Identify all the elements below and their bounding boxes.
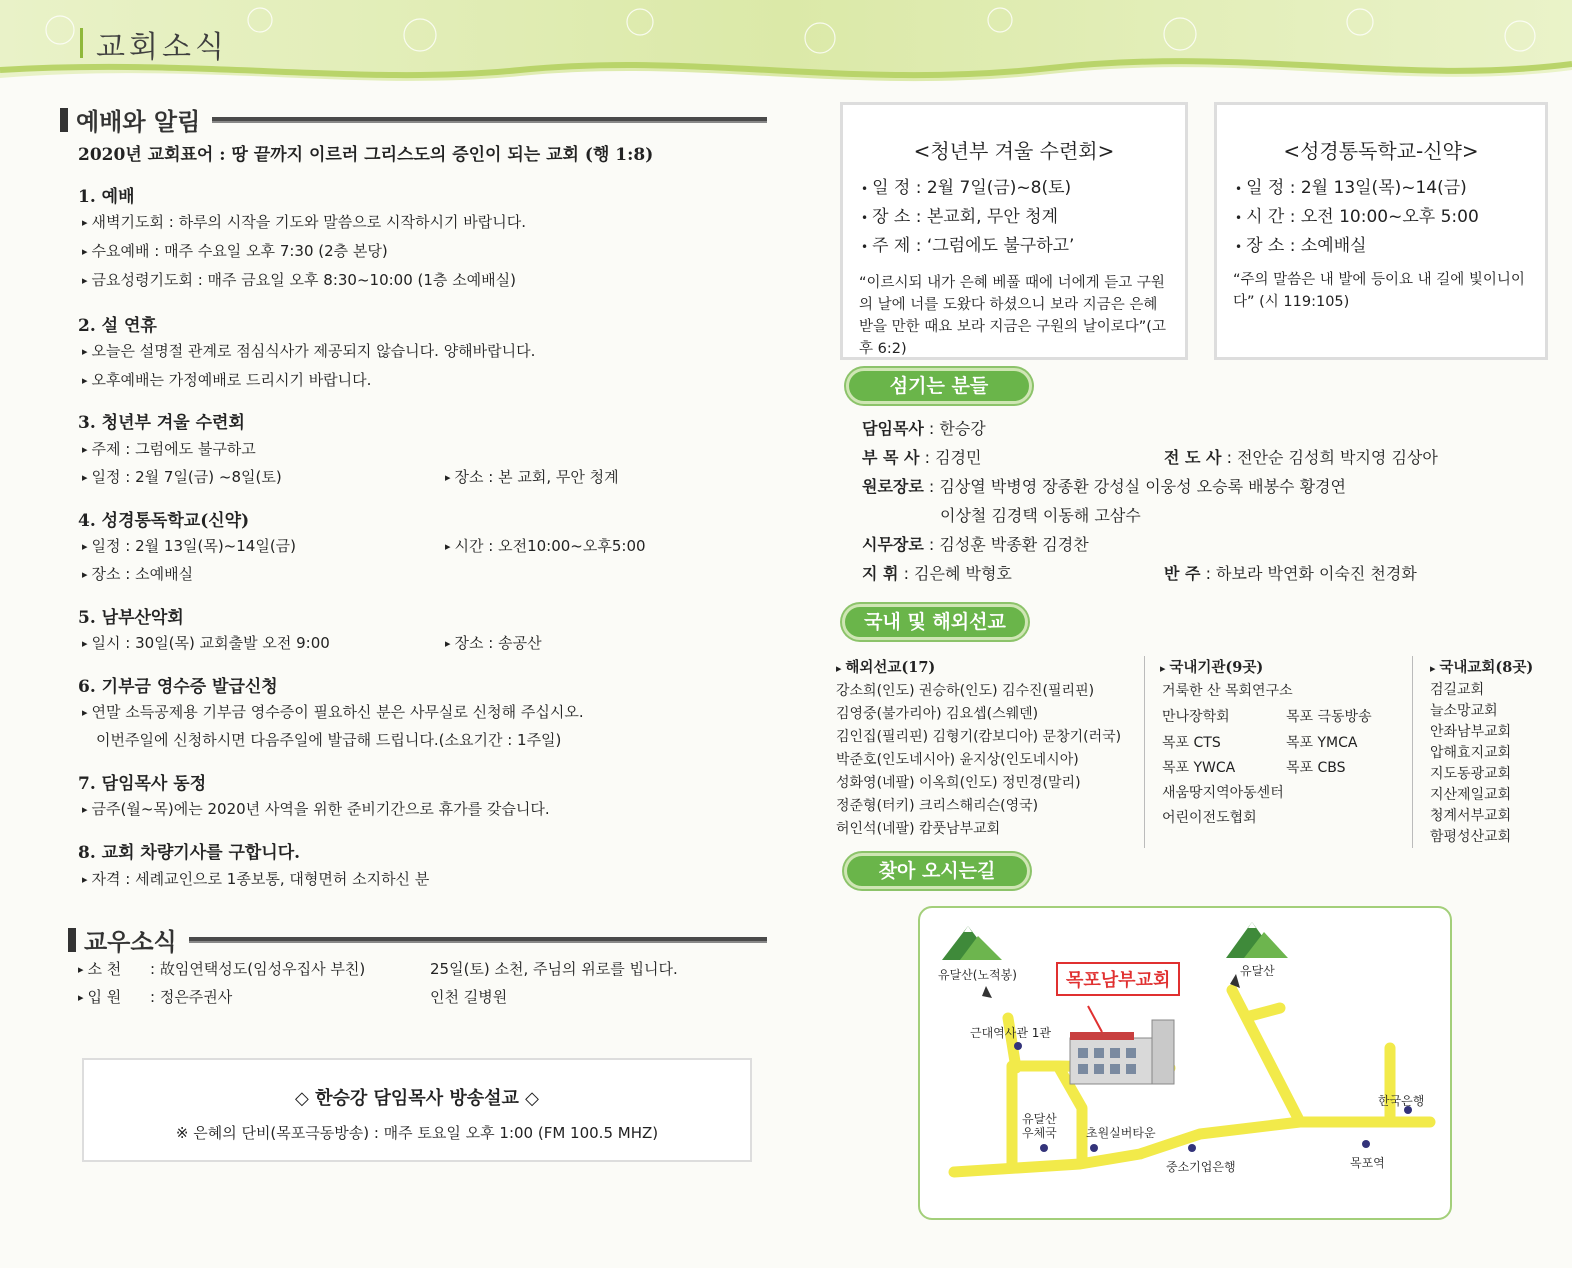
news-label: ▸ 소 천 bbox=[78, 958, 121, 979]
missionary-line: 허인석(네팔) 캄풋남부교회 bbox=[836, 821, 1001, 837]
notice-line: ▸ 장소 : 본 교회, 무안 청계 bbox=[445, 466, 619, 487]
notice-line: ▸ 오늘은 설명절 관계로 점심식사가 제공되지 않습니다. 양해바랍니다. bbox=[82, 340, 535, 361]
retreat-box-line: • 주 제 : ‘그럼에도 불구하고’ bbox=[861, 231, 1074, 256]
map-label-silvertown: 초원실버타운 bbox=[1086, 1126, 1156, 1140]
broadcast-title: ◇ 한승강 담임목사 방송설교 ◇ bbox=[294, 1088, 540, 1109]
directions-pill: 찾아 오시는길 bbox=[844, 853, 1030, 889]
floral-header-decoration bbox=[0, 0, 1572, 90]
domestic-org-item: 새움땅지역아동센터 bbox=[1162, 785, 1284, 801]
domestic-church-heading: ▸ 국내교회(8곳) bbox=[1430, 656, 1533, 677]
missionary-line: 정준형(터키) 크리스해리슨(영국) bbox=[836, 798, 1039, 814]
church-motto: 2020년 교회표어 : 땅 끝까지 이르러 그리스도의 증인이 되는 교회 (행 1:8) bbox=[78, 145, 654, 165]
domestic-org-heading: ▸ 국내기관(9곳) bbox=[1160, 656, 1263, 677]
mountain-icon bbox=[1226, 922, 1288, 958]
domestic-org-item: 목포 YWCA bbox=[1162, 760, 1236, 776]
directions-map bbox=[918, 906, 1452, 1220]
map-label-mountain2: 유달산 bbox=[1240, 964, 1275, 978]
evangelist-row: 전 도 사 : 전안순 김성희 박지영 김상아 bbox=[1164, 448, 1438, 467]
retreat-box-title: <청년부 겨울 수련회> bbox=[913, 139, 1115, 163]
domestic-church-item: 안좌남부교회 bbox=[1430, 724, 1512, 740]
domestic-org-item: 목포 CTS bbox=[1162, 735, 1221, 751]
section-title-receipt: 6. 기부금 영수증 발급신청 bbox=[78, 677, 278, 697]
section-title-bible-school: 4. 성경통독학교(신약) bbox=[78, 511, 250, 531]
mountain-icon bbox=[942, 926, 1002, 960]
members-news-heading-text: 교우소식 bbox=[84, 928, 177, 956]
row-value: 김성훈 박종환 김경찬 bbox=[939, 535, 1089, 554]
domestic-church-item: 늘소망교회 bbox=[1430, 703, 1498, 719]
missionary-line: 성화영(네팔) 이옥희(인도) 정민경(말리) bbox=[836, 775, 1081, 791]
notice-line: ▸ 새벽기도회 : 하루의 시작을 기도와 말씀으로 시작하시기 바랍니다. bbox=[82, 211, 526, 232]
domestic-church-item: 청계서부교회 bbox=[1430, 808, 1512, 824]
map-label-post-office-2: 우체국 bbox=[1022, 1126, 1057, 1140]
worship-heading-text: 예배와 알림 bbox=[76, 108, 201, 136]
news-label: ▸ 입 원 bbox=[78, 986, 121, 1007]
heading-block-marker bbox=[68, 928, 76, 952]
row-label: 전 도 사 bbox=[1164, 448, 1222, 467]
elders-emeritus-row-cont: 이상철 김경택 이동해 고삼수 bbox=[940, 506, 1141, 525]
row-value: 김경민 bbox=[935, 448, 982, 467]
row-value: 한승강 bbox=[939, 419, 986, 438]
row-value: 전안순 김성희 박지영 김상아 bbox=[1237, 448, 1438, 467]
bible-box-line: • 일 정 : 2월 13일(목)~14(금) bbox=[1235, 173, 1467, 198]
domestic-church-item: 지도동광교회 bbox=[1430, 766, 1512, 782]
notice-line: ▸ 일시 : 30일(목) 교회출발 오전 9:00 bbox=[82, 632, 330, 653]
retreat-box-verse: “이르시되 내가 은혜 베풀 때에 너에게 듣고 구원의 날에 너를 도왔다 하셨으니 보라 지금은 은혜 받을 만한 때요 보라 지금은 구원의 날이로다”(고후 6:2) bbox=[859, 275, 1166, 357]
row-label: 원로장로 bbox=[862, 477, 924, 496]
page-title: 교회소식 bbox=[96, 30, 228, 65]
domestic-church-item: 지산제일교회 bbox=[1430, 787, 1512, 803]
map-label-bank-sme: 중소기업은행 bbox=[1166, 1160, 1236, 1174]
domestic-org-item: 만나장학회 bbox=[1162, 709, 1230, 725]
column-divider bbox=[1144, 656, 1145, 848]
worship-heading bbox=[60, 102, 767, 137]
notice-line: ▸ 금주(월~목)에는 2020년 사역을 위한 준비기간으로 휴가를 갖습니다. bbox=[82, 798, 550, 819]
associate-pastor-row: 부 목 사 : 김경민 bbox=[862, 448, 982, 467]
accompanist-row: 반 주 : 하보라 박연화 이숙진 천경화 bbox=[1164, 564, 1417, 583]
notice-line: ▸ 장소 : 소예배실 bbox=[82, 563, 193, 584]
section-title-worship: 1. 예배 bbox=[78, 187, 135, 207]
row-label: 담임목사 bbox=[862, 419, 924, 438]
map-label-station: 목포역 bbox=[1350, 1156, 1385, 1170]
news-name: : 정은주권사 bbox=[150, 988, 233, 1006]
domestic-org-item: 목포 극동방송 bbox=[1286, 709, 1372, 725]
domestic-org-item: 목포 YMCA bbox=[1286, 735, 1358, 751]
church-map-label: 목포남부교회 bbox=[1056, 962, 1180, 996]
bible-box-title: <성경통독학교-신약> bbox=[1283, 139, 1479, 163]
conductor-row: 지 휘 : 김은혜 박형호 bbox=[862, 564, 1012, 583]
bible-school-box bbox=[1214, 102, 1548, 360]
row-value: 김은혜 박형호 bbox=[914, 564, 1012, 583]
heading-block-marker bbox=[60, 108, 68, 132]
map-label-mountain1: 유달산(노적봉) bbox=[938, 968, 1017, 982]
row-label: 지 휘 bbox=[862, 564, 899, 583]
senior-pastor-row: 담임목사 : 한승강 bbox=[862, 419, 986, 438]
notice-line: ▸ 금요성령기도회 : 매주 금요일 오후 8:30~10:00 (1층 소예배실) bbox=[82, 269, 516, 290]
domestic-org-item: 어린이전도협회 bbox=[1162, 810, 1257, 826]
map-label-post-office-1: 유달산 bbox=[1022, 1112, 1057, 1126]
notice-line: ▸ 수요예배 : 매주 수요일 오후 7:30 (2층 본당) bbox=[82, 240, 388, 261]
domestic-church-item: 검길교회 bbox=[1430, 682, 1485, 698]
notice-line: ▸ 연말 소득공제용 기부금 영수증이 필요하신 분은 사무실로 신청해 주십시오. bbox=[82, 701, 584, 722]
domestic-church-item: 압해효지교회 bbox=[1430, 745, 1512, 761]
map-label-museum: 근대역사관 1관 bbox=[970, 1026, 1052, 1040]
notice-line: ▸ 일정 : 2월 13일(목)~14일(금) bbox=[82, 535, 296, 556]
retreat-box-line: • 일 정 : 2월 7일(금)~8(토) bbox=[861, 173, 1071, 198]
section-title-holiday: 2. 설 연휴 bbox=[78, 316, 157, 336]
broadcast-note: ※ 은혜의 단비(목포극동방송) : 매주 토요일 오후 1:00 (FM 100.5 MHZ) bbox=[175, 1124, 659, 1142]
notice-line: ▸ 주제 : 그럼에도 불구하고 bbox=[82, 438, 256, 459]
retreat-box bbox=[840, 102, 1188, 360]
retreat-box-line: • 장 소 : 본교회, 무안 청계 bbox=[861, 202, 1058, 227]
heading-rule bbox=[189, 937, 767, 943]
news-name: : 故임연택성도(임성우집사 부친) bbox=[150, 960, 366, 978]
active-elders-row: 시무장로 : 김성훈 박종환 김경찬 bbox=[862, 535, 1089, 554]
section-title-driver-wanted: 8. 교회 차량기사를 구합니다. bbox=[78, 843, 301, 863]
heading-rule bbox=[212, 117, 767, 123]
bible-box-line: • 장 소 : 소예배실 bbox=[1235, 231, 1367, 256]
domestic-org-item: 목포 CBS bbox=[1286, 760, 1346, 776]
header-band bbox=[0, 0, 1572, 90]
missionary-line: 강소희(인도) 권승하(인도) 김수진(필리핀) bbox=[836, 683, 1095, 699]
overseas-missions-heading: ▸ 해외선교(17) bbox=[836, 656, 935, 677]
news-name-text: 故임연택성도(임성우집사 부친) bbox=[159, 960, 366, 978]
header-accent-bar bbox=[80, 28, 83, 58]
church-building-icon bbox=[1070, 1006, 1174, 1084]
row-value: 김상열 박병영 장종환 강성실 이웅성 오승록 배봉수 황경연 bbox=[939, 477, 1346, 496]
section-title-retreat: 3. 청년부 겨울 수련회 bbox=[78, 413, 245, 433]
section-title-hiking-club: 5. 남부산악회 bbox=[78, 608, 184, 628]
row-label: 시무장로 bbox=[862, 535, 924, 554]
notice-line: ▸ 자격 : 세례교인으로 1종보통, 대형면허 소지하신 분 bbox=[82, 868, 429, 889]
news-name-text: 정은주권사 bbox=[159, 988, 233, 1006]
notice-line: ▸ 장소 : 송공산 bbox=[445, 632, 542, 653]
missionary-line: 박준호(인도네시아) 윤지상(인도네시아) bbox=[836, 752, 1079, 768]
elders-emeritus-row: 원로장로 : 김상열 박병영 장종환 강성실 이웅성 오승록 배봉수 황경연 bbox=[862, 477, 1346, 496]
missionary-line: 김인집(필리핀) 김형기(캄보디아) 문창기(러국) bbox=[836, 729, 1122, 745]
row-label: 반 주 bbox=[1164, 564, 1201, 583]
row-label: 부 목 사 bbox=[862, 448, 920, 467]
broadcast-box bbox=[82, 1058, 752, 1162]
bible-box-verse: “주의 말씀은 내 발에 등이요 내 길에 빛이니이다” (시 119:105) bbox=[1233, 272, 1525, 310]
news-detail: 25일(토) 소천, 주님의 위로를 빕니다. bbox=[430, 960, 678, 978]
bible-box-line: • 시 간 : 오전 10:00~오후 5:00 bbox=[1235, 202, 1479, 227]
column-divider bbox=[1412, 656, 1413, 848]
notice-line-continued: 이번주일에 신청하시면 다음주일에 발급해 드립니다.(소요기간 : 1주일) bbox=[96, 731, 562, 749]
notice-line: ▸ 일정 : 2월 7일(금) ~8일(토) bbox=[82, 466, 282, 487]
members-news-heading bbox=[68, 922, 767, 957]
missionary-line: 김영중(불가리아) 김요셉(스웨덴) bbox=[836, 706, 1039, 722]
news-detail: 인천 길병원 bbox=[430, 988, 508, 1006]
servers-pill: 섬기는 분들 bbox=[846, 368, 1032, 404]
notice-line: ▸ 오후예배는 가정예배로 드리시기 바랍니다. bbox=[82, 369, 371, 390]
missions-pill: 국내 및 해외선교 bbox=[842, 604, 1028, 640]
notice-line: ▸ 시간 : 오전10:00~오후5:00 bbox=[445, 535, 646, 556]
domestic-church-item: 함평성산교회 bbox=[1430, 829, 1512, 845]
section-title-pastor-news: 7. 담임목사 동정 bbox=[78, 774, 207, 794]
domestic-org-item: 거룩한 산 목회연구소 bbox=[1162, 683, 1293, 699]
row-value: 하보라 박연화 이숙진 천경화 bbox=[1216, 564, 1417, 583]
map-label-bank-korea: 한국은행 bbox=[1378, 1094, 1425, 1108]
